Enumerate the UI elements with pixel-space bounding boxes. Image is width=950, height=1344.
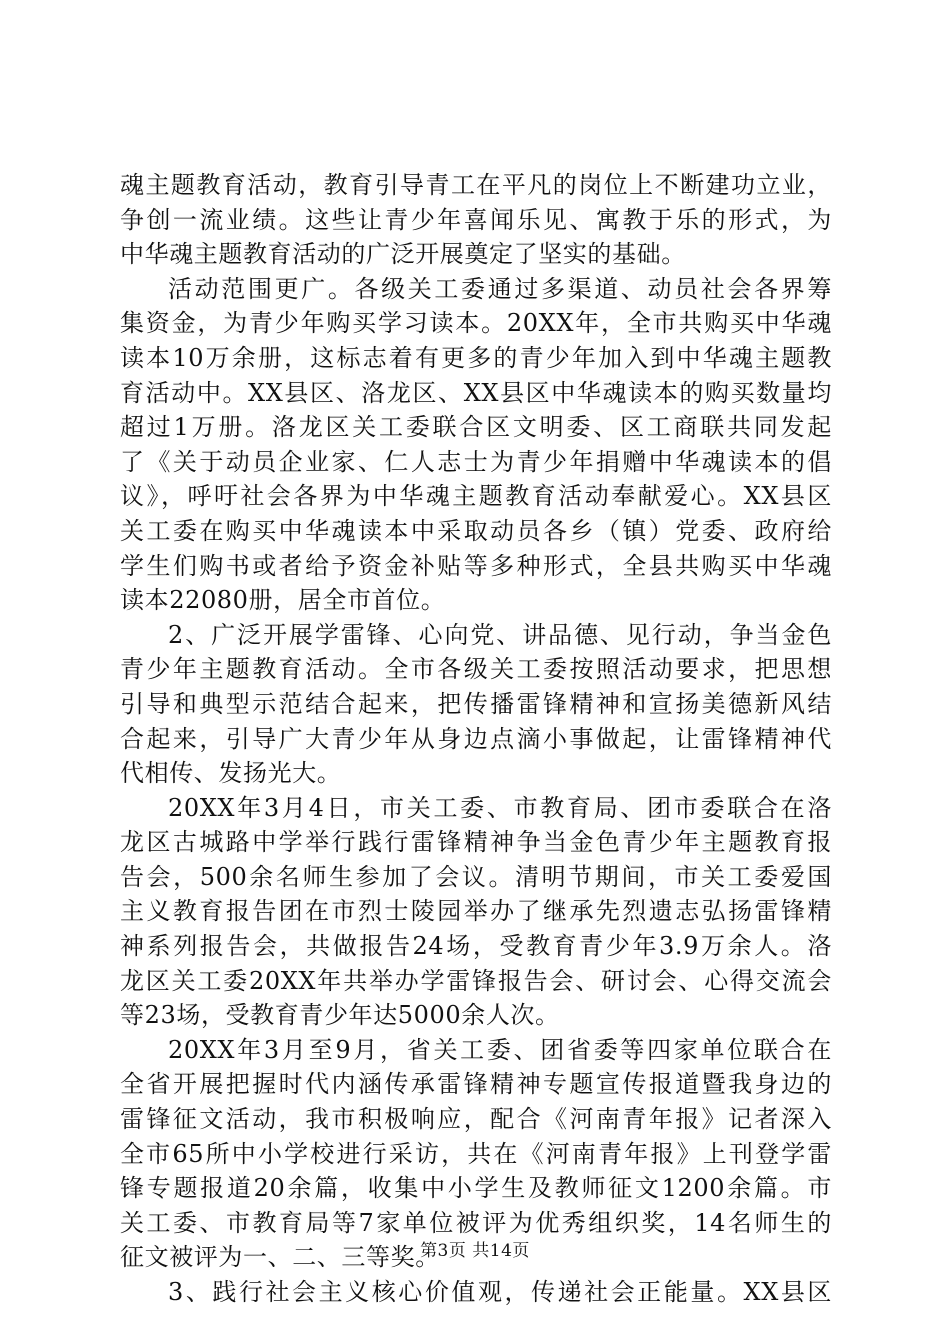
text-line: 3、践行社会主义核心价值观，传递社会正能量。XX县区 [168, 1278, 832, 1306]
text-line: 神系列报告会，共做报告24场，受教育青少年3.9万余人。洛 [120, 932, 832, 961]
text-line: 征文被评为一、二、三等奖。 [120, 1243, 440, 1272]
text-line: 超过1万册。洛龙区关工委联合区文明委、区工商联共同发起 [120, 413, 832, 442]
text-line: 锋专题报道20余篇，收集中小学生及教师征文1200余篇。市 [120, 1174, 832, 1203]
text-line: 全市65所中小学校进行采访，共在《河南青年报》上刊登学雷 [120, 1139, 832, 1168]
text-line: 告会，500余名师生参加了会议。清明节期间，市关工委爱国 [120, 862, 832, 891]
text-line: 争创一流业绩。这些让青少年喜闻乐见、寓教于乐的形式，为 [120, 205, 832, 234]
text-line: 关工委、市教育局等7家单位被评为优秀组织奖，14名师生的 [120, 1208, 832, 1237]
page-footer: 第3页 共14页 [420, 1241, 530, 1261]
text-line: 等23场，受教育青少年达5000余人次。 [120, 1001, 560, 1030]
text-line: 青少年主题教育活动。全市各级关工委按照活动要求，把思想 [120, 655, 832, 684]
text-line: 集资金，为青少年购买学习读本。20XX年，全市共购买中华魂 [120, 309, 832, 338]
text-line: 读本10万余册，这标志着有更多的青少年加入到中华魂主题教 [120, 343, 832, 372]
document-body [120, 168, 832, 1310]
text-line: 龙区古城路中学举行践行雷锋精神争当金色青少年主题教育报 [120, 828, 832, 857]
text-line: 合起来，引导广大青少年从身边点滴小事做起，让雷锋精神代 [120, 724, 832, 753]
text-line: 读本22080册，居全市首位。 [120, 586, 446, 615]
text-line: 育活动中。XX县区、洛龙区、XX县区中华魂读本的购买数量均 [120, 378, 832, 407]
text-line: 引导和典型示范结合起来，把传播雷锋精神和宣扬美德新风结 [120, 689, 832, 718]
text-line: 全省开展把握时代内涵传承雷锋精神专题宣传报道暨我身边的 [120, 1070, 832, 1099]
text-line: 20XX年3月4日，市关工委、市教育局、团市委联合在洛 [168, 793, 832, 822]
text-line: 龙区关工委20XX年共举办学雷锋报告会、研讨会、心得交流会 [120, 966, 832, 995]
text-line: 活动范围更广。各级关工委通过多渠道、动员社会各界筹 [168, 274, 832, 303]
text-line: 主义教育报告团在市烈士陵园举办了继承先烈遗志弘扬雷锋精 [120, 897, 832, 926]
text-line: 20XX年3月至9月，省关工委、团省委等四家单位联合在 [168, 1035, 832, 1064]
text-line: 关工委在购买中华魂读本中采取动员各乡（镇）党委、政府给 [120, 516, 832, 545]
text-line: 学生们购书或者给予资金补贴等多种形式，全县共购买中华魂 [120, 551, 832, 580]
text-line: 了《关于动员企业家、仁人志士为青少年捐赠中华魂读本的倡 [120, 447, 832, 476]
text-line: 代相传、发扬光大。 [120, 759, 342, 788]
text-line: 中华魂主题教育活动的广泛开展奠定了坚实的基础。 [120, 240, 686, 269]
text-line: 雷锋征文活动，我市积极响应，配合《河南青年报》记者深入 [120, 1105, 832, 1134]
text-line: 魂主题教育活动，教育引导青工在平凡的岗位上不断建功立业， [120, 171, 832, 199]
text-line: 议》，呼吁社会各界为中华魂主题教育活动奉献爱心。XX县区 [120, 482, 832, 511]
text-line: 2、广泛开展学雷锋、心向党、讲品德、见行动，争当金色 [168, 620, 832, 649]
